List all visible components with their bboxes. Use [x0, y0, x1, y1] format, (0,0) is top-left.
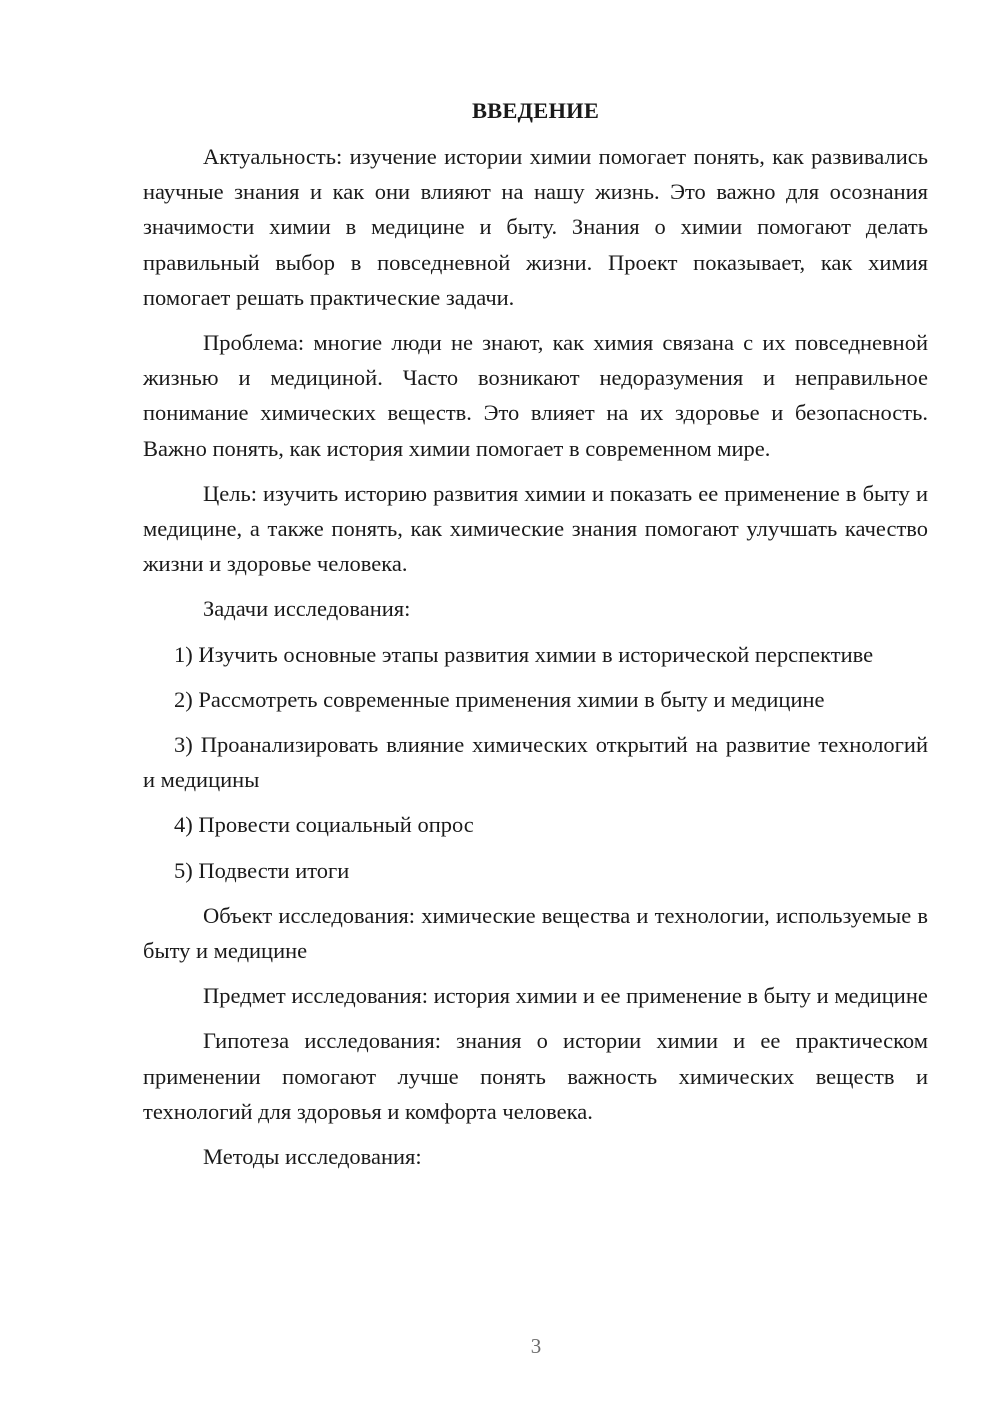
task-item-3: 3) Проанализировать влияние химических открытий на развитие технологий и медицины — [143, 732, 928, 793]
task-item-1: 1) Изучить основные этапы развития химии в исторической перспективе — [174, 641, 874, 667]
task-item-4: 4) Провести социальный опрос — [174, 812, 474, 838]
methods-heading: Методы исследования: — [203, 1144, 422, 1170]
page-number: 3 — [530, 1334, 542, 1358]
page-content — [143, 95, 928, 1184]
problem-paragraph: Проблема: многие люди не знают, как химия связана с их повседневной жизнью и медициной. Часто возникают недоразумения и неправильное понимание химических веществ. Это влияет на их здоровье и безопасность. Важно понять, как история химии помогает в современном мире. — [143, 330, 928, 461]
relevance-paragraph: Актуальность: изучение истории химии помогает понять, как развивались научные знания и как они влияют на нашу жизнь. Это важно для осознания значимости химии в медицине и быту. Знания о химии помогают делать правильный выбор в повседневной жизни. Проект показывает, как химия помогает решать практические задачи. — [143, 144, 928, 310]
page-title: ВВЕДЕНИЕ — [471, 98, 600, 123]
goal-paragraph: Цель: изучить историю развития химии и показать ее применение в быту и медицине, а также понять, как химические знания помогают улучшать качество жизни и здоровье человека. — [143, 480, 928, 577]
task-item-5: 5) Подвести итоги — [174, 857, 350, 883]
tasks-heading: Задачи исследования: — [203, 596, 411, 622]
object-paragraph: Объект исследования: химические вещества и технологии, используемые в быту и медицине — [143, 902, 928, 964]
subject-paragraph: Предмет исследования: история химии и ее применение в быту и медицине — [203, 983, 928, 1009]
hypothesis-paragraph: Гипотеза исследования: знания о истории химии и ее практическом применении помогают лучше понять важность химических веществ и технологий для здоровья и комфорта человека. — [143, 1028, 928, 1124]
task-item-2: 2) Рассмотреть современные применения химии в быту и медицине — [174, 686, 825, 712]
